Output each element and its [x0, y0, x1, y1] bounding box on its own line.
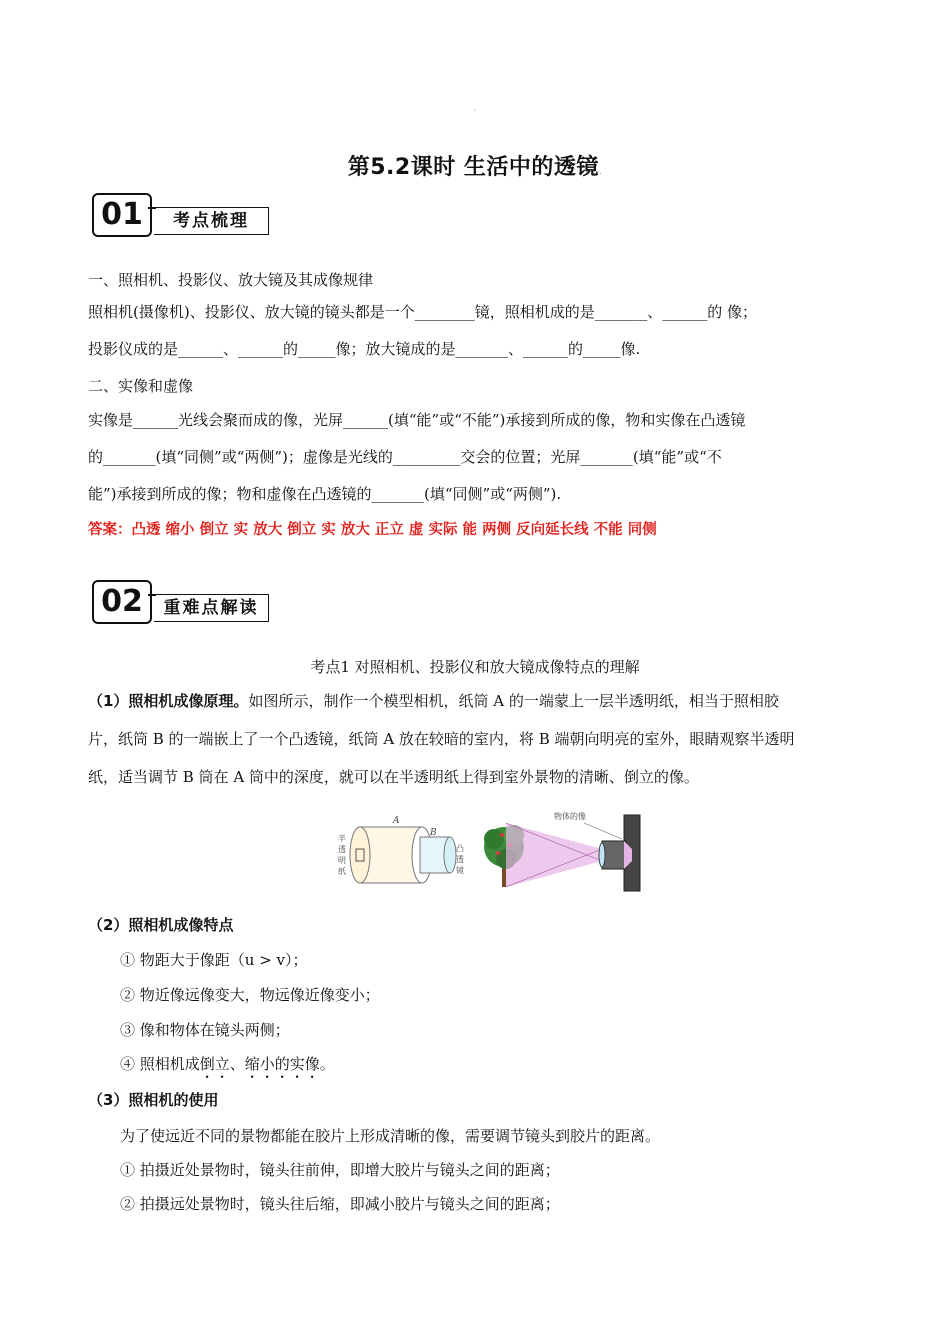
label-b: B — [430, 828, 437, 838]
svg-text:纸: 纸 — [338, 867, 346, 876]
feature-4-pre: ④ 照相机成 — [120, 1055, 200, 1073]
feature-4 — [120, 1054, 910, 1082]
usage-intro: 为了使远近不同的景物都能在胶片上形成清晰的像，需要调节镜头到胶片的距离。 — [120, 1127, 661, 1145]
page-title: 第5.2课时 生活中的透镜. — [347, 155, 603, 180]
feature-2: ② 物近像远像变大，物远像近像变小； — [120, 986, 380, 1004]
principle-line-3: 纸，适当调节 B 筒在 A 筒中的深度，就可以在半透明纸上得到室外景物的清晰、倒立的像。 — [88, 768, 699, 786]
principle-text-1: 如图所示，制作一个模型相机，纸筒 A 的一端蒙上一层半透明纸，相当于照相胶 — [248, 692, 779, 710]
svg-text:透: 透 — [456, 855, 464, 864]
usage-2: ② 拍摄远处景物时，镜头往后缩，即减小胶片与镜头之间的距离； — [120, 1195, 560, 1213]
topic-heading: 考点1 对照相机、投影仪和放大镜成像特点的理解 — [310, 658, 640, 676]
paragraph-2c: 能”)承接到所成的像；物和虚像在凸透镜的_______(填“同侧”或“两侧”). — [88, 485, 562, 503]
badge-number: 01 — [92, 193, 152, 237]
svg-text:凸: 凸 — [456, 844, 464, 853]
badge-label: 重难点解读 — [154, 594, 269, 622]
paragraph-2a: 实像是______光线会聚而成的像，光屏______(填“能”或“不能”)承接到所成的像，物和实像在凸透镜 — [88, 411, 746, 429]
principle-title: （1）照相机成像原理。 — [88, 692, 249, 710]
label-paper — [338, 833, 346, 876]
section-badge-02 — [92, 580, 270, 624]
feature-3: ③ 像和物体在镜头两侧； — [120, 1021, 290, 1039]
header-mark: ` — [473, 110, 478, 120]
svg-text:镜: 镜 — [456, 866, 464, 875]
svg-text:透: 透 — [338, 845, 346, 854]
feature-4-emphasis: 倒立、缩小的实像 — [199, 1055, 320, 1073]
heading-1: 一、照相机、投影仪、放大镜及其成像规律 — [88, 271, 374, 289]
heading-2: 二、实像和虚像 — [88, 377, 194, 395]
feature-4-post: 。 — [319, 1055, 335, 1073]
usage-heading: （3）照相机的使用 — [88, 1091, 219, 1109]
badge-number: 02 — [92, 580, 152, 624]
features-heading: （2）照相机成像特点 — [88, 916, 234, 934]
paragraph-2b: 的_______(填“同侧”或“两侧”)；虚像是光线的_________交会的位置；光屏_______(填“能”或“不 — [88, 448, 722, 466]
camera-model-figure — [330, 805, 650, 895]
label-image: 物体的像 — [554, 812, 586, 821]
camera-body — [599, 815, 640, 891]
svg-text:半: 半 — [338, 834, 346, 843]
tube-b — [420, 837, 456, 873]
label-lens — [456, 844, 464, 875]
usage-1: ① 拍摄近处景物时，镜头往前伸，即增大胶片与镜头之间的距离； — [120, 1161, 560, 1179]
paragraph-1a: 照相机(摄像机)、投影仪、放大镜的镜头都是一个________镜，照相机成的是_______、______的 像； — [88, 303, 757, 321]
badge-label: 考点梳理 — [154, 207, 269, 235]
answer-line: 答案：凸透 缩小 倒立 实 放大 倒立 实 放大 正立 虚 实际 能 两侧 反向延长线 不能 同侧 — [88, 522, 657, 538]
principle-line-2: 片，纸筒 B 的一端嵌上了一个凸透镜，纸筒 A 放在较暗的室内，将 B 端朝向明亮的室外，眼睛观察半透明 — [88, 730, 795, 748]
principle-line-1 — [88, 691, 878, 711]
label-a: A — [393, 816, 400, 826]
paragraph-1b: 投影仪成的是______、______的_____像；放大镜成的是_______、______的_____像. — [88, 340, 641, 358]
feature-1: ① 物距大于像距（u > v）； — [120, 951, 308, 969]
svg-text:明: 明 — [338, 856, 346, 865]
section-badge-01 — [92, 193, 270, 237]
